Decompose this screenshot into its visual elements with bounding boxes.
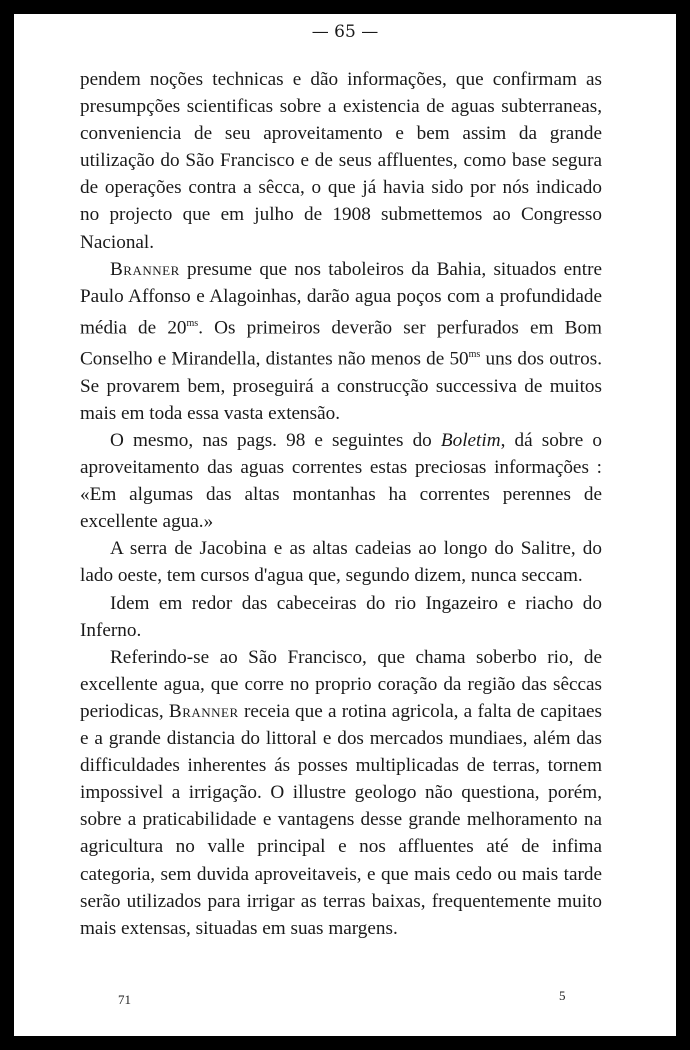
superscript-unit: ms: [186, 317, 199, 329]
paragraph-5: Idem em redor das cabeceiras do rio Ingazeiro e riacho do Inferno.: [80, 592, 602, 641]
author-name: Branner: [168, 700, 239, 722]
signature-mark-left: 71: [118, 992, 131, 1007]
publication-title: Boletim: [440, 430, 501, 451]
signature-mark-right: 5: [559, 988, 566, 1003]
paragraph-3: O mesmo, nas pags. 98 e seguintes do Boletim, dá sobre o aproveitamento das aguas correntes estas preciosas informações : «Em algumas das altas montanhas ha correntes perennes de excellente agua.»: [80, 430, 602, 533]
paragraph-2: Branner presume que nos taboleiros da Bahia, situados entre Paulo Affonso e Alagoinhas, darão agua poços com a profundidade média de $20^{ms}$. Os primeiros deverão ser perfurados em Bom Conselho e Mirandella, distantes não menos de $50^{ms}$ uns dos outros. Se provarem bem, proseguirá a construcção successiva de muitos mais em toda essa vasta extensão.: [80, 258, 602, 424]
document-page: [14, 14, 676, 1036]
page-number: — 65 —: [311, 22, 379, 42]
paragraph-1: pendem noções technicas e dão informações, que confirmam as presumpções scientificas sobre a existencia de aguas subterraneas, conveniencia de seu aproveitamento e bem assim da grande utilização do São Francisco e de seus affluentes, como base segura de operações contra a sêcca, o que já havia sido por nós indicado no projecto que em julho de 1908 submettemos ao Congresso Nacional.: [80, 69, 602, 253]
paragraph-4: A serra de Jacobina e as altas cadeias ao longo do Salitre, do lado oeste, tem cursos d'agua que, segundo dizem, nunca seccam.: [80, 538, 602, 587]
superscript-unit: ms: [468, 349, 481, 361]
body-text: [80, 66, 602, 942]
author-name: Branner: [110, 258, 180, 280]
paragraph-6: Referindo-se ao São Francisco, que chama soberbo rio, de excellente agua, que corre no proprio coração da região das sêccas periodicas, Branner receia que a rotina agricola, a falta de capitaes e a grande distancia do littoral e dos mercados mundiaes, além das difficuldades inherentes ás posses multiplicadas de terras, tornem impossivel a irrigação. O illustre geologo não questiona, porém, sobre a praticabilidade e vantagens desse grande melhoramento na agricultura no valle principal e nos affluentes até de infima categoria, sem duvida aproveitaveis, e que mais cedo ou mais tarde serão utilizados para irrigar as terras baixas, frequentemente muito mais extensas, situadas em suas margens.: [80, 646, 602, 939]
